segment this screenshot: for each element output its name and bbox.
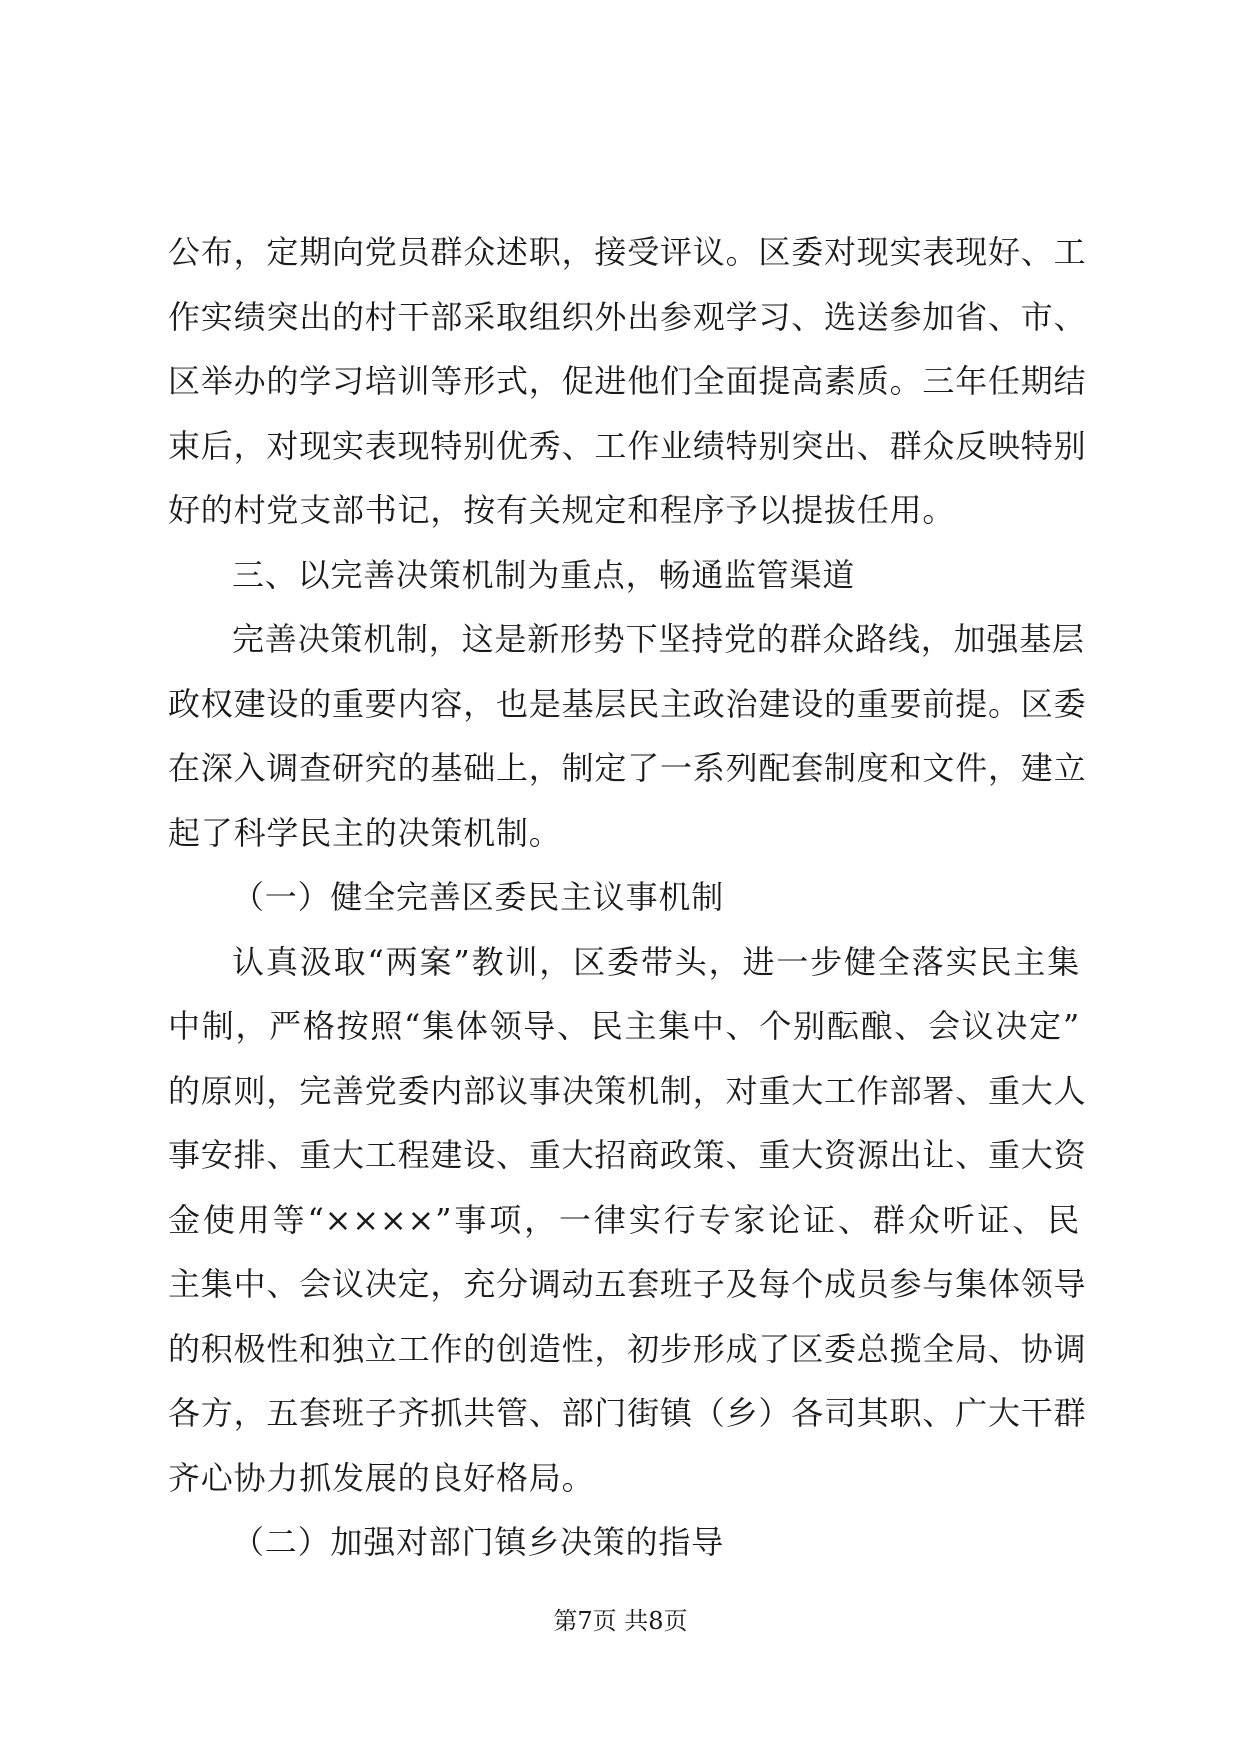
- text-line: 束后，对现实表现特别优秀、工作业绩特别突出、群众反映特别: [168, 426, 1087, 465]
- paragraph-first-line: 认真汲取“两案”教训，区委带头，进一步健全落实民主集: [232, 942, 1080, 981]
- text-line: 公布，定期向党员群众述职，接受评议。区委对现实表现好、工: [168, 233, 1087, 271]
- subsection-heading: （二）加强对部门镇乡决策的指导: [232, 1523, 725, 1561]
- subsection-heading: （一）健全完善区委民主议事机制: [232, 878, 725, 916]
- text-line: 区举办的学习培训等形式，促进他们全面提高素质。三年任期结: [168, 362, 1087, 400]
- text-line: 作实绩突出的村干部采取组织外出参观学习、选送参加省、市、: [168, 297, 1087, 336]
- text-line: 各方，五套班子齐抓共管、部门街镇（乡）各司其职、广大干群: [168, 1394, 1087, 1432]
- text-line: 好的村党支部书记，按有关规定和程序予以提拔任用。: [168, 491, 956, 529]
- page-number-footer: 第7页 共8页: [553, 1607, 688, 1635]
- text-line: 齐心协力抓发展的良好格局。: [168, 1458, 595, 1497]
- text-line: 中制，严格按照“集体领导、民主集中、个别酝酿、会议决定”: [168, 1007, 1080, 1045]
- text-line: 事安排、重大工程建设、重大招商政策、重大资源出让、重大资: [168, 1136, 1087, 1174]
- paragraph-first-line: 完善决策机制，这是新形势下坚持党的群众路线，加强基层: [232, 620, 1085, 658]
- text-line: 起了科学民主的决策机制。: [168, 813, 562, 852]
- text-line: 的积极性和独立工作的创造性，初步形成了区委总揽全局、协调: [168, 1329, 1087, 1368]
- document-body: [168, 232, 1087, 1587]
- text-line: 金使用等“××××”事项，一律实行专家论证、群众听证、民: [168, 1200, 1080, 1239]
- text-line: 的原则，完善党委内部议事决策机制，对重大工作部署、重大人: [168, 1071, 1087, 1110]
- section-heading: 三、以完善决策机制为重点，畅通监管渠道: [232, 555, 856, 594]
- text-line: 主集中、会议决定，充分调动五套班子及每个成员参与集体领导: [168, 1265, 1087, 1303]
- text-line: 政权建设的重要内容，也是基层民主政治建设的重要前提。区委: [168, 684, 1087, 723]
- text-line: 在深入调查研究的基础上，制定了一系列配套制度和文件，建立: [168, 749, 1087, 787]
